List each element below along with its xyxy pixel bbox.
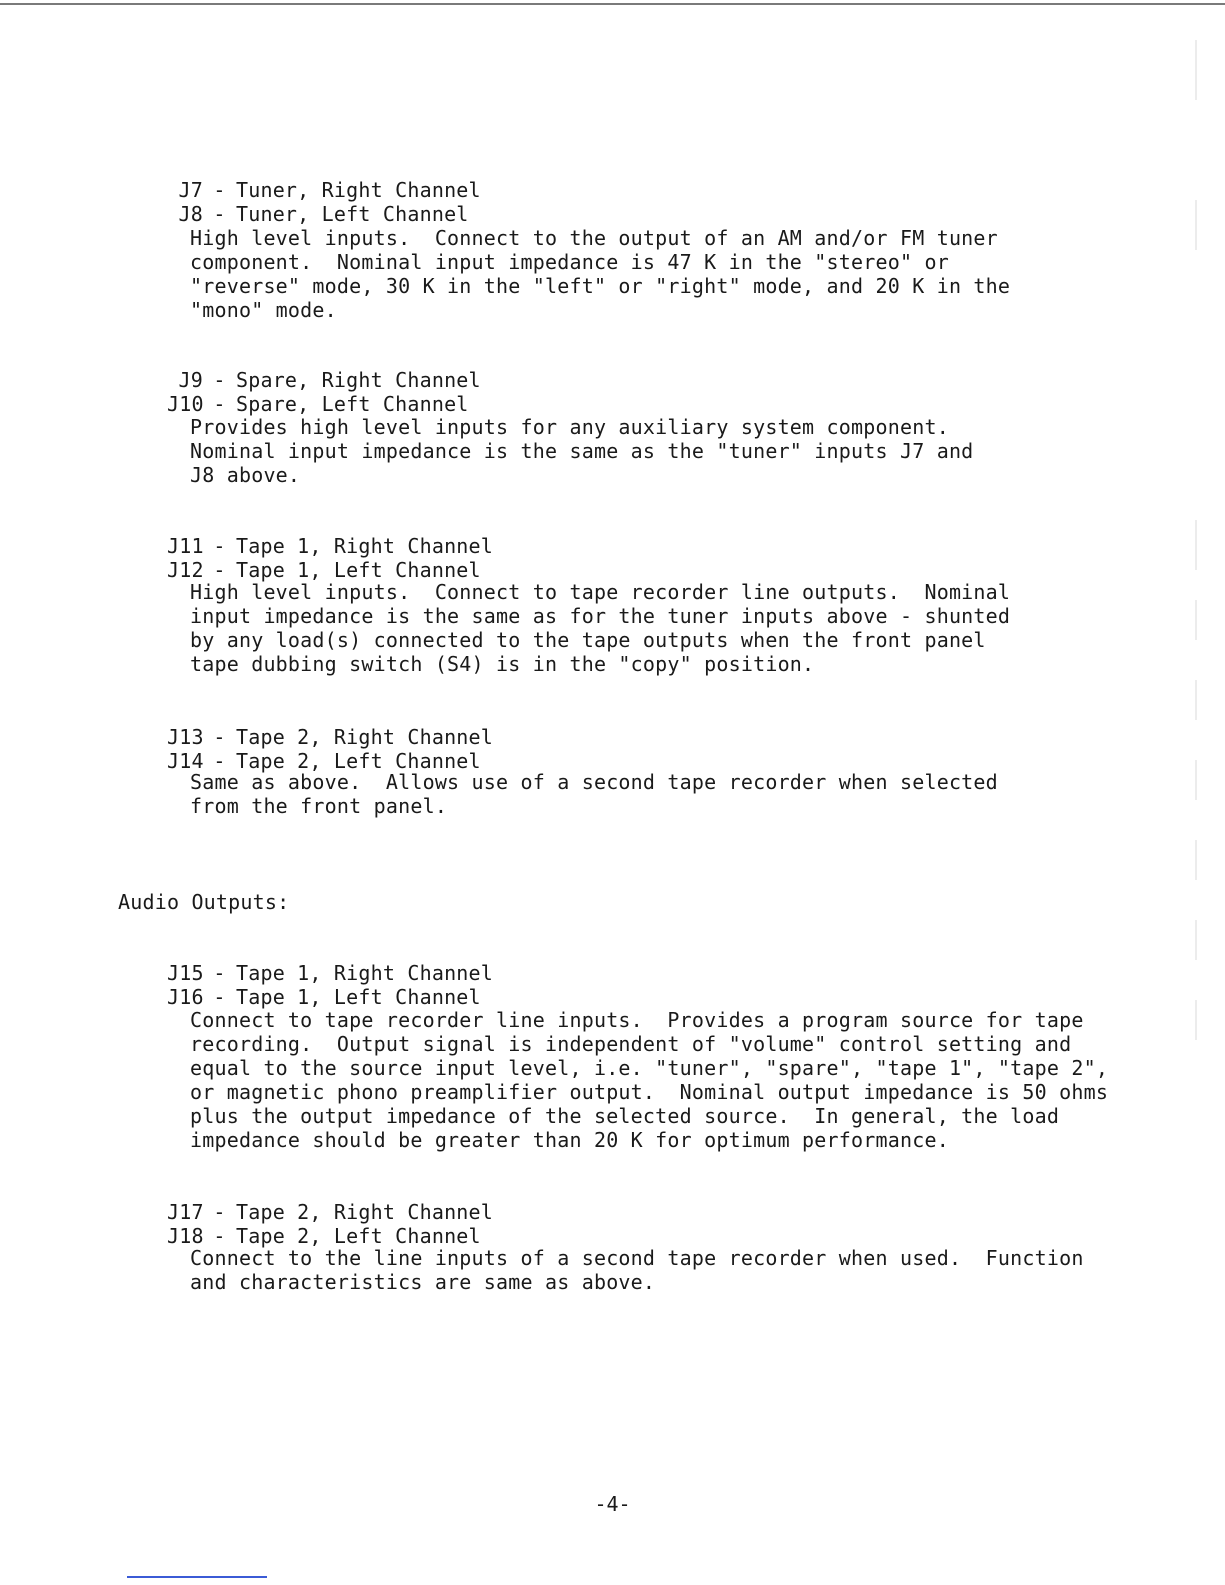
paragraph-line: tape dubbing switch (S4) is in the "copy" position. (190, 652, 815, 676)
jack-label: Tape 2, Left Channel (235, 749, 481, 773)
paragraph-line: Connect to tape recorder line inputs. Provides a program source for tape (190, 1008, 1084, 1032)
paragraph-line: Provides high level inputs for any auxiliary system component. (190, 415, 949, 439)
scan-bottom-mark (127, 1576, 267, 1578)
jack-code: J16 (166, 985, 204, 1009)
jack-label: Tape 2, Right Channel (235, 725, 494, 749)
jack-dash: - (213, 368, 226, 392)
paragraph-line: component. Nominal input impedance is 47 K in the "stereo" or (190, 250, 949, 274)
jack-code: J7 (178, 178, 203, 202)
paragraph-line: Nominal input impedance is the same as the "tuner" inputs J7 and (190, 439, 974, 463)
jack-label: Tape 1, Left Channel (235, 985, 481, 1009)
jack-code: J14 (166, 749, 204, 773)
jack-code: J12 (166, 558, 204, 582)
spare-description (190, 415, 973, 487)
paragraph-line: J8 above. (190, 463, 301, 487)
jack-dash: - (213, 558, 226, 582)
paragraph-line: High level inputs. Connect to the output of an AM and/or FM tuner (190, 226, 998, 250)
paragraph-line: from the front panel. (190, 794, 448, 818)
jack-label: Spare, Left Channel (235, 392, 469, 416)
jack-dash: - (213, 534, 226, 558)
paragraph-line: by any load(s) connected to the tape outputs when the front panel (190, 628, 986, 652)
jack-dash: - (213, 202, 226, 226)
paragraph-line: High level inputs. Connect to tape recorder line outputs. Nominal (190, 580, 1011, 604)
jack-code: J10 (166, 392, 204, 416)
jack-code: J8 (178, 202, 203, 226)
paragraph-line: "reverse" mode, 30 K in the "left" or "right" mode, and 20 K in the (190, 274, 1011, 298)
jack-label: Tape 2, Left Channel (235, 1224, 481, 1248)
jack-dash: - (213, 392, 226, 416)
tape2-input-description (190, 770, 998, 818)
jack-label: Tuner, Right Channel (235, 178, 481, 202)
jack-label: Tape 1, Right Channel (235, 961, 494, 985)
tuner-description (190, 226, 1010, 322)
page-number: -4- (594, 1492, 631, 1516)
jack-dash: - (213, 749, 226, 773)
jack-code: J9 (178, 368, 203, 392)
jack-code: J17 (166, 1200, 204, 1224)
jack-code: J18 (166, 1224, 204, 1248)
paragraph-line: equal to the source input level, i.e. "tuner", "spare", "tape 1", "tape 2", (190, 1056, 1109, 1080)
paragraph-line: Connect to the line inputs of a second tape recorder when used. Function (190, 1246, 1084, 1270)
tape1-output-description (190, 1008, 1108, 1152)
jack-dash: - (213, 1200, 226, 1224)
paragraph-line: and characteristics are same as above. (190, 1270, 656, 1294)
jack-label: Spare, Right Channel (235, 368, 481, 392)
jack-code: J11 (166, 534, 204, 558)
tape1-input-description (190, 580, 1010, 676)
paragraph-line: recording. Output signal is independent of "volume" control setting and (190, 1032, 1072, 1056)
jack-dash: - (213, 961, 226, 985)
paragraph-line: or magnetic phono preamplifier output. Nominal output impedance is 50 ohms (190, 1080, 1109, 1104)
tape2-output-description (190, 1246, 1084, 1294)
jack-label: Tape 1, Right Channel (235, 534, 494, 558)
jack-dash: - (213, 985, 226, 1009)
jack-label: Tape 1, Left Channel (235, 558, 481, 582)
jack-dash: - (213, 178, 226, 202)
jack-label: Tape 2, Right Channel (235, 1200, 494, 1224)
jack-dash: - (213, 1224, 226, 1248)
jack-code: J13 (166, 725, 204, 749)
paragraph-line: Same as above. Allows use of a second tape recorder when selected (190, 770, 998, 794)
paragraph-line: impedance should be greater than 20 K for optimum performance. (190, 1128, 949, 1152)
paragraph-line: plus the output impedance of the selected source. In general, the load (190, 1104, 1060, 1128)
paragraph-line: "mono" mode. (190, 298, 337, 322)
jack-code: J15 (166, 961, 204, 985)
jack-dash: - (213, 725, 226, 749)
paragraph-line: input impedance is the same as for the tuner inputs above - shunted (190, 604, 1011, 628)
audio-outputs-heading: Audio Outputs: (118, 890, 290, 914)
jack-label: Tuner, Left Channel (235, 202, 469, 226)
